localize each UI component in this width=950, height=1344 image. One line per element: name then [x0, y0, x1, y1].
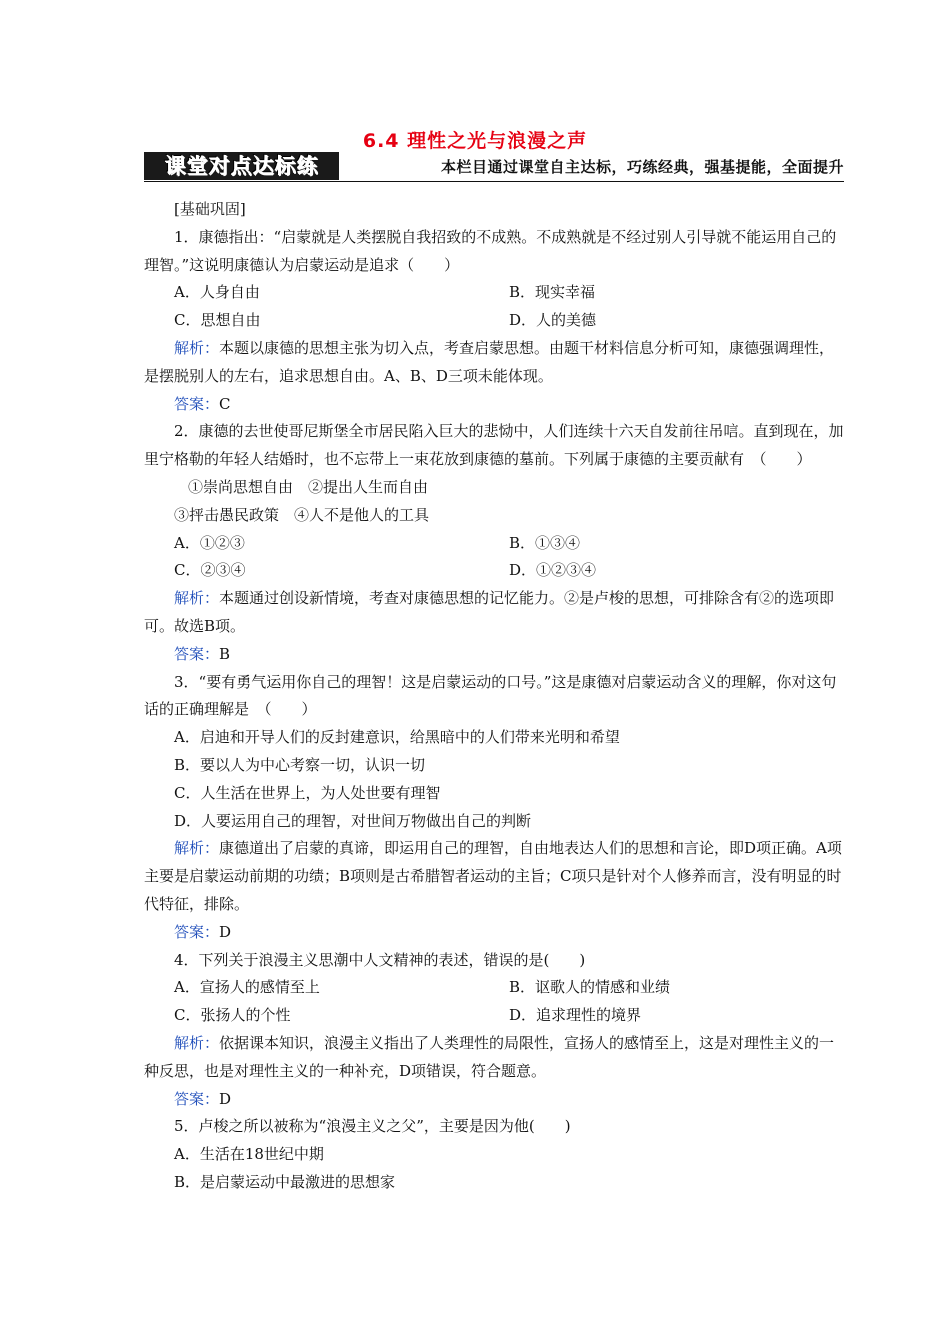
- analysis-label: 解析：: [174, 589, 220, 608]
- option-b: B．①③④: [509, 533, 581, 552]
- answer-value: C: [219, 394, 231, 413]
- analysis-text: 依据课本知识，浪漫主义指出了人类理性的局限性，宣扬人的感情至上，这是对理性主义的一种反思，也是对理性主义的一种补充，D项错误，符合题意。: [144, 1033, 835, 1080]
- question-2-stem: 2．康德的去世使哥尼斯堡全市居民陷入巨大的悲恸中，人们连续十六天自发前往吊唁。直到现在，加里宁格勒的年轻人结婚时，也不忘带上一束花放到康德的墓前。下列属于康德的主要贡献有 （ ）: [144, 422, 844, 469]
- answer-value: D: [219, 922, 232, 941]
- option-b: B．是启蒙运动中最激进的思想家: [174, 1172, 396, 1191]
- question-1-options-ab: [144, 279, 844, 307]
- option-c: C．人生活在世界上，为人处世要有理智: [174, 783, 441, 802]
- option-b: B．要以人为中心考察一切，认识一切: [174, 755, 426, 774]
- option-a: A．①②③: [174, 533, 245, 552]
- answer-value: B: [219, 644, 231, 663]
- question-4-options-cd: [144, 1002, 844, 1030]
- option-a: A．人身自由: [174, 283, 260, 302]
- option-a: A．宣扬人的感情至上: [174, 978, 320, 997]
- option-b: B．现实幸福: [509, 283, 596, 302]
- question-4-answer: [144, 1086, 844, 1114]
- option-d: D．追求理性的境界: [509, 1006, 642, 1025]
- banner-subtitle: 本栏目通过课堂自主达标，巧练经典，强基提能，全面提升: [440, 158, 844, 176]
- question-3-analysis: [144, 835, 844, 918]
- analysis-label: 解析：: [174, 839, 220, 858]
- question-4-analysis: [144, 1030, 844, 1086]
- option-a: A．生活在18世纪中期: [174, 1145, 324, 1164]
- page-title: 6.4 理性之光与浪漫之声: [362, 130, 588, 152]
- question-1-answer: [144, 391, 844, 419]
- analysis-label: 解析：: [174, 1033, 220, 1052]
- question-1-stem: 1．康德指出：“启蒙就是人类摆脱自我招致的不成熟。不成熟就是不经过别人引导就不能运用自己的理智。”这说明康德认为启蒙运动是追求（ ）: [144, 227, 837, 274]
- option-a: A．启迪和开导人们的反封建意识，给黑暗中的人们带来光明和希望: [174, 728, 620, 747]
- question-1-options-cd: [144, 307, 844, 335]
- option-d: D．人的美德: [509, 311, 597, 330]
- answer-label: 答案：: [174, 644, 220, 663]
- question-2-options-cd: [144, 557, 844, 585]
- question-3-stem: 3．“要有勇气运用你自己的理智！这是启蒙运动的口号。”这是康德对启蒙运动含义的理解，你对这句话的正确理解是 （ ）: [144, 672, 837, 719]
- banner-label: 课堂对点达标练: [144, 152, 339, 180]
- answer-value: D: [219, 1089, 232, 1108]
- question-4-stem: 4．下列关于浪漫主义思潮中人文精神的表述，错误的是( ): [174, 950, 586, 969]
- question-2-options-ab: [144, 530, 844, 558]
- answer-label: 答案：: [174, 922, 220, 941]
- option-d: D．①②③④: [509, 561, 597, 580]
- option-c: C．张扬人的个性: [174, 1006, 291, 1025]
- answer-label: 答案：: [174, 1089, 220, 1108]
- section-heading: [基础巩固]: [174, 200, 246, 218]
- analysis-label: 解析：: [174, 338, 220, 357]
- question-4-options-ab: [144, 974, 844, 1002]
- answer-label: 答案：: [174, 394, 220, 413]
- exercise-content: [144, 196, 844, 1197]
- question-1-analysis: [144, 335, 844, 391]
- analysis-text: 本题通过创设新情境，考查对康德思想的记忆能力。②是卢梭的思想，可排除含有②的选项即可。故选B项。: [144, 589, 835, 635]
- option-c: C．思想自由: [174, 311, 261, 330]
- option-b: B．讴歌人的情感和业绩: [509, 978, 671, 997]
- question-2-statements-1: ①崇尚思想自由 ②提出人生而自由: [188, 477, 429, 496]
- option-c: C．②③④: [174, 561, 246, 580]
- question-2-analysis: [144, 585, 844, 641]
- analysis-text: 康德道出了启蒙的真谛，即运用自己的理智，自由地表达人们的思想和言论，即D项正确。A项主要是启蒙运动前期的功绩；B项则是古希腊智者运动的主旨；C项只是针对个人修养而言，没有明显的时代特征，排除。: [144, 839, 842, 913]
- question-5-stem: 5．卢梭之所以被称为“浪漫主义之父”，主要是因为他( ): [174, 1117, 571, 1136]
- question-2-statements-2: ③抨击愚民政策 ④人不是他人的工具: [174, 505, 430, 524]
- question-3-answer: [144, 919, 844, 947]
- question-2-answer: [144, 641, 844, 669]
- analysis-text: 本题以康德的思想主张为切入点，考查启蒙思想。由题干材料信息分析可知，康德强调理性，是摆脱别人的左右，追求思想自由。A、B、D三项未能体现。: [144, 338, 835, 385]
- banner-divider: [144, 181, 844, 182]
- option-d: D．人要运用自己的理智，对世间万物做出自己的判断: [174, 811, 532, 830]
- section-banner: [144, 152, 844, 182]
